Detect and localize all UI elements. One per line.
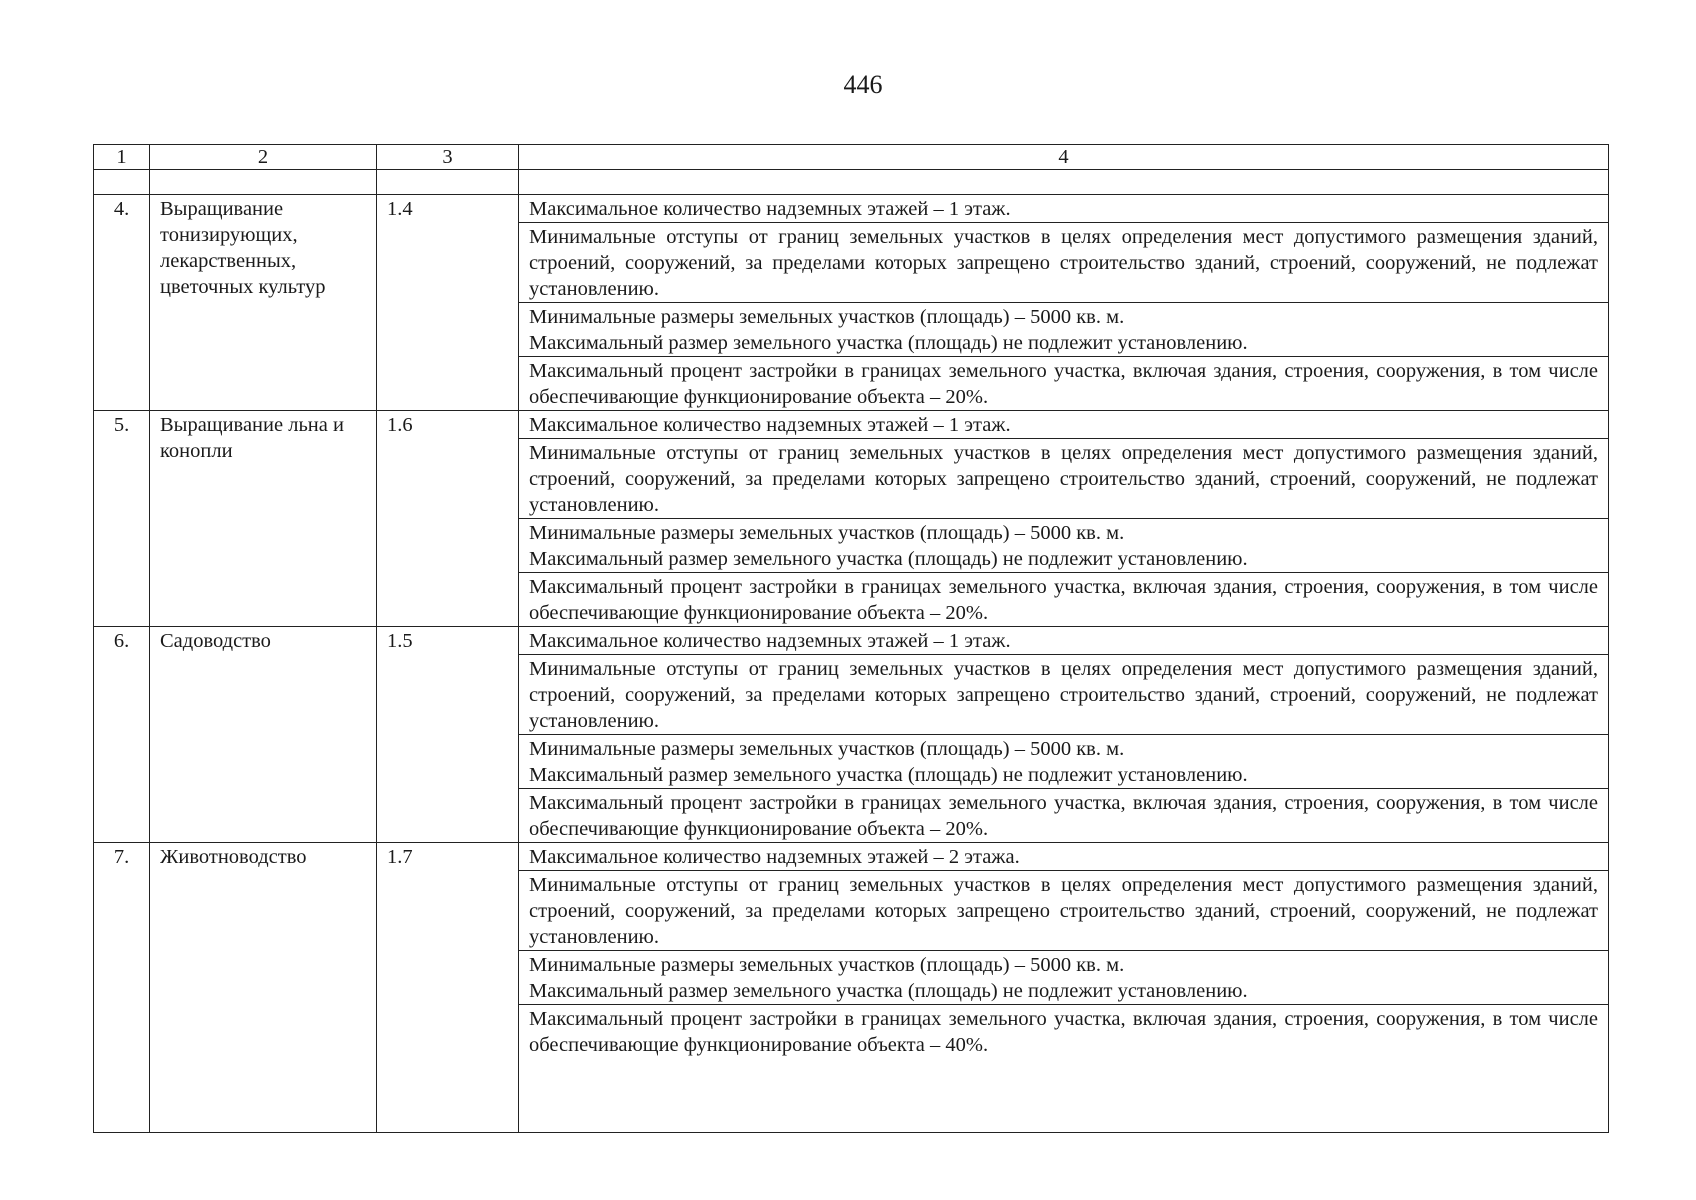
row-number: 5. [94, 411, 150, 627]
parameter-text: Максимальное количество надземных этажей – 1 этаж. [529, 630, 1011, 652]
column-number-header-row [94, 145, 1609, 170]
parameter-cell [519, 871, 1609, 951]
parameter-text: Максимальное количество надземных этажей – 1 этаж. [529, 198, 1011, 220]
land-use-code: 1.4 [377, 195, 519, 411]
parameter-cell [519, 357, 1609, 411]
row-number: 4. [94, 195, 150, 411]
parameter-text: Максимальный процент застройки в границах земельного участка, включая здания, строения, сооружения, в том числе обеспечивающие функционирование объекта – 20%. [529, 576, 1598, 624]
parameter-text: Минимальные размеры земельных участков (площадь) – 5000 кв. м. [529, 306, 1125, 328]
table-row [94, 627, 1609, 655]
parameter-cell [519, 439, 1609, 519]
parameter-cell [519, 951, 1609, 1005]
regulations-table [93, 144, 1609, 1133]
parameter-cell [519, 789, 1609, 843]
row-number: 7. [94, 843, 150, 1133]
row-number: 6. [94, 627, 150, 843]
parameter-text: Максимальный процент застройки в границах земельного участка, включая здания, строения, сооружения, в том числе обеспечивающие функционирование объекта – 20%. [529, 360, 1598, 408]
parameter-cell [519, 195, 1609, 223]
parameter-cell [519, 655, 1609, 735]
page-number: 446 [843, 70, 883, 99]
parameter-cell [519, 735, 1609, 789]
land-use-name: Выращивание льна и конопли [150, 411, 377, 627]
parameter-text: Максимальный процент застройки в границах земельного участка, включая здания, строения, сооружения, в том числе обеспечивающие функционирование объекта – 40%. [529, 1008, 1598, 1056]
parameter-text: Максимальный размер земельного участка (площадь) не подлежит установлению. [529, 332, 1248, 354]
parameter-cell [519, 573, 1609, 627]
column-number-4: 4 [519, 145, 1609, 170]
parameter-text: Максимальный размер земельного участка (площадь) не подлежит установлению. [529, 764, 1248, 786]
parameter-cell [519, 303, 1609, 357]
land-use-code: 1.6 [377, 411, 519, 627]
land-use-name: Выращивание тонизирующих, лекарственных, цветочных культур [150, 195, 377, 411]
table-row [94, 843, 1609, 871]
parameter-cell [519, 843, 1609, 871]
column-number-2: 2 [150, 145, 377, 170]
parameter-text: Максимальное количество надземных этажей – 1 этаж. [529, 414, 1011, 436]
column-number-1: 1 [94, 145, 150, 170]
parameter-text: Минимальные отступы от границ земельных участков в целях определения мест допустимого размещения зданий, строений, сооружений, за пределами которых запрещено строительство зданий, строений, сооружений, не подлежат установлению. [529, 226, 1598, 300]
parameter-text: Максимальный размер земельного участка (площадь) не подлежит установлению. [529, 980, 1248, 1002]
parameter-cell [519, 1005, 1609, 1133]
parameter-text: Максимальный процент застройки в границах земельного участка, включая здания, строения, сооружения, в том числе обеспечивающие функционирование объекта – 20%. [529, 792, 1598, 840]
land-use-code: 1.7 [377, 843, 519, 1133]
parameter-cell [519, 627, 1609, 655]
land-use-name: Животноводство [150, 843, 377, 1133]
land-use-name: Садоводство [150, 627, 377, 843]
blank-row [94, 170, 1609, 195]
parameter-text: Минимальные отступы от границ земельных участков в целях определения мест допустимого размещения зданий, строений, сооружений, за пределами которых запрещено строительство зданий, строений, сооружений, не подлежат установлению. [529, 442, 1598, 516]
parameter-text: Минимальные отступы от границ земельных участков в целях определения мест допустимого размещения зданий, строений, сооружений, за пределами которых запрещено строительство зданий, строений, сооружений, не подлежат установлению. [529, 874, 1598, 948]
parameter-text: Минимальные размеры земельных участков (площадь) – 5000 кв. м. [529, 738, 1125, 760]
table-row [94, 411, 1609, 439]
parameter-cell [519, 223, 1609, 303]
parameter-text: Минимальные размеры земельных участков (площадь) – 5000 кв. м. [529, 522, 1125, 544]
parameter-text: Максимальный размер земельного участка (площадь) не подлежит установлению. [529, 548, 1248, 570]
table-row [94, 195, 1609, 223]
parameter-text: Минимальные размеры земельных участков (площадь) – 5000 кв. м. [529, 954, 1125, 976]
column-number-3: 3 [377, 145, 519, 170]
parameter-cell [519, 411, 1609, 439]
parameter-text: Минимальные отступы от границ земельных участков в целях определения мест допустимого размещения зданий, строений, сооружений, за пределами которых запрещено строительство зданий, строений, сооружений, не подлежат установлению. [529, 658, 1598, 732]
parameter-cell [519, 519, 1609, 573]
parameter-text: Максимальное количество надземных этажей – 2 этажа. [529, 846, 1020, 868]
land-use-code: 1.5 [377, 627, 519, 843]
